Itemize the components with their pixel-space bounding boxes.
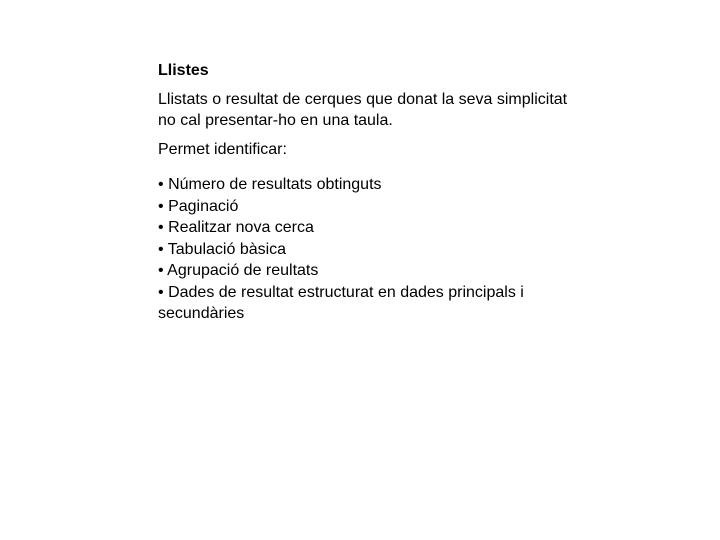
list-item-text: Paginació	[168, 197, 239, 215]
slide-content	[158, 60, 578, 325]
list-item-text: Realitzar nova cerca	[168, 219, 314, 236]
bullet-glyph: •	[158, 176, 164, 193]
list-item-text: Dades de resultat estructurat en dades principals i secundàries	[158, 283, 524, 322]
slide-title: Llistes	[158, 62, 209, 79]
bullet-glyph: •	[158, 219, 164, 236]
feature-list	[158, 174, 578, 325]
bullet-glyph: •	[158, 197, 164, 215]
list-item-text: Número de resultats obtinguts	[168, 176, 382, 193]
bullet-glyph: •	[158, 240, 164, 258]
list-item	[158, 282, 578, 325]
list-item	[158, 196, 578, 218]
bullet-glyph: •	[158, 283, 164, 301]
list-item-text: Agrupació de reultats	[167, 262, 319, 279]
bullet-glyph: •	[158, 262, 164, 279]
description-paragraph: Llistats o resultat de cerques que donat la seva simplicitat no cal presentar-ho en una taula.	[158, 90, 568, 129]
list-item	[158, 260, 578, 282]
list-intro: Permet identificar:	[158, 140, 287, 158]
list-item-text: Tabulació bàsica	[167, 240, 287, 258]
list-item	[158, 174, 578, 196]
list-item	[158, 217, 578, 239]
list-item	[158, 239, 578, 261]
